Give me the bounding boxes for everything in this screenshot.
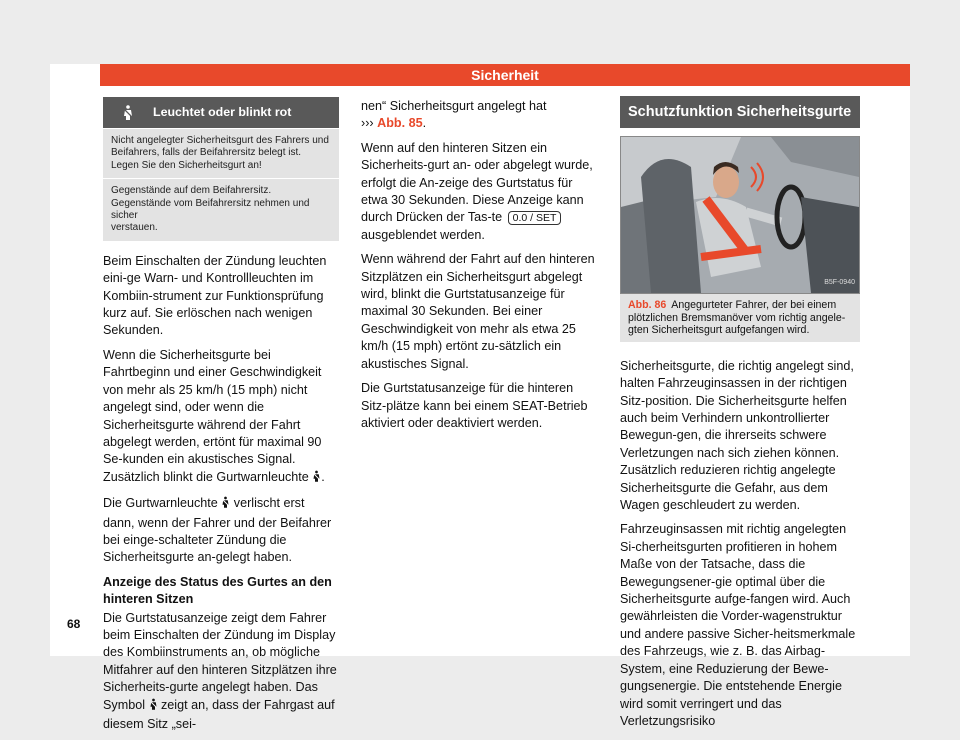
- column-right: [620, 96, 860, 737]
- paragraph: Die Gurtstatusanzeige für die hinteren Sitz-plätze kann bei einem SEAT-Betrieb aktiviert oder deaktiviert werden.: [361, 381, 588, 430]
- warning-row-objects: [103, 179, 339, 241]
- paragraph: Die Gurtwarnleuchte verlischt erst dann, wenn der Fahrer und der Beifahrer bei einge-schalteter Zündung die Sicherheitsgurte an-gelegt haben.: [103, 496, 332, 565]
- column-middle: [361, 98, 601, 439]
- paragraph: Sicherheitsgurte, die richtig angelegt sind, halten Fahrzeuginsassen in der richtigen Sitz-position. Die Sicherheitsgurte helfen auch beim Verhindern unkontrollierter Bewegun-gen, die ihrerseits schwere Verletzungen nach sich ziehen können. Zusätzlich reduzieren richtig angelegte Sicherheitsgurte die Gefahr, aus dem Wagen geschleudert zu werden.: [620, 358, 854, 513]
- figure-caption: [620, 294, 860, 342]
- warning-row-line: Nicht angelegter Sicherheitsgurt des Fahrers und: [111, 135, 329, 146]
- figure-reference: B5F-0940: [824, 278, 855, 286]
- subheading: Anzeige des Status des Gurtes an den hinteren Sitzen: [103, 574, 332, 607]
- warning-row-line: Legen Sie den Sicherheitsgurt an!: [111, 159, 262, 171]
- set-key-label: 0.0 / SET: [508, 211, 562, 225]
- warning-table-title: Leuchtet oder blinkt rot: [153, 104, 292, 119]
- warning-row-line: Beifahrers, falls der Beifahrersitz belegt ist.: [111, 147, 302, 159]
- seatbelt-icon: [149, 698, 158, 716]
- paragraph: Beim Einschalten der Zündung leuchten eini-ge Warn- und Kontrollleuchten im Kombiin-strument zur Funktionsprüfung kurz auf. Sie erlöschen nach wenigen Sekunden.: [103, 253, 327, 338]
- warning-table-header: [103, 97, 339, 128]
- paragraph: Die Gurtstatusanzeige zeigt dem Fahrer beim Einschalten der Zündung im Display des Kombiinstruments an, ob mögliche Mitfahrer auf den hinteren Sitzplätzen ihre Sicherheits-gurte angelegt haben. Das Symbol zeigt an, dass der Fahrgast auf diesem Sitz „sei-: [103, 610, 337, 731]
- chapter-header: Sicherheit: [100, 64, 910, 86]
- seatbelt-icon: [221, 496, 230, 514]
- figure-link[interactable]: Abb. 85: [377, 116, 423, 131]
- arrow-marker: ›››: [361, 116, 374, 131]
- caption-label: Abb. 86: [628, 299, 667, 311]
- warning-row-seatbelt: [103, 129, 339, 178]
- seatbelt-icon: [312, 470, 321, 488]
- page-number: 68: [67, 617, 81, 631]
- column-left: [103, 96, 339, 740]
- paragraph: Wenn die Sicherheitsgurte bei Fahrtbeginn und einer Geschwindigkeit von mehr als 25 km/h (15 mph) nicht angelegt sind, oder wenn die Sicherheitsgurte während der Fahrt abgelegt werden, ertönt für maximal 90 Se-kunden ein akustisches Signal. Zusätzlich blinkt die Gurtwarnleuchte .: [103, 347, 339, 488]
- driver-illustration: [621, 137, 859, 293]
- warning-row-line: Gegenstände vom Beifahrersitz nehmen und sicher: [111, 197, 310, 222]
- paragraph: Wenn auf den hinteren Sitzen ein Sicherheits-gurt an- oder abgelegt wurde, erfolgt die An-zeige des Gurtstatus für etwa 30 Sekunden. Diese Anzeige kann durch Drücken der Tas-te 0.0 / SET ausgeblendet werden.: [361, 140, 593, 242]
- paragraph: Wenn während der Fahrt auf den hinteren Sitzplätzen ein Sicherheitsgurt abgelegt wird, blinkt die Gurtstatusanzeige für maximal 30 Sekunden. Bei einer Geschwindigkeit von mehr als etwa 25 km/h (15 mph) ertönt zu-sätzlich ein akustisches Signal.: [361, 252, 595, 371]
- caption-text: Angegurteter Fahrer, der bei einem plötzlichen Bremsmanöver vom richtig angele-gten Sicherheitsgurt aufgefangen wird.: [628, 299, 846, 337]
- warning-row-line: verstauen.: [111, 222, 158, 234]
- seatbelt-warning-icon: [103, 105, 153, 121]
- paragraph: nen“ Sicherheitsgurt angelegt hat ››› Abb. 85.: [361, 99, 547, 131]
- figure-driver-seatbelt: [620, 136, 860, 294]
- section-title: Schutzfunktion Sicherheitsgurte: [620, 96, 860, 128]
- warning-row-line: Gegenstände auf dem Beifahrersitz.: [111, 185, 272, 197]
- paragraph: Fahrzeuginsassen mit richtig angelegten Si-cherheitsgurten profitieren in hohem Maße von der Tatsache, dass die Bewegungsener-gie optimal über die Sicherheitsgurte aufge-fangen wird. Auch gewährleisten die Vorder-wagenstruktur und andere passive Sicher-heitsmerkmale des Fahrzeugs, wie z. B. das Airbag-System, eine Reduzierung der Bewe-gungsenergie. Die entstehende Energie wird somit verringert und das Verletzungsrisiko: [620, 522, 856, 728]
